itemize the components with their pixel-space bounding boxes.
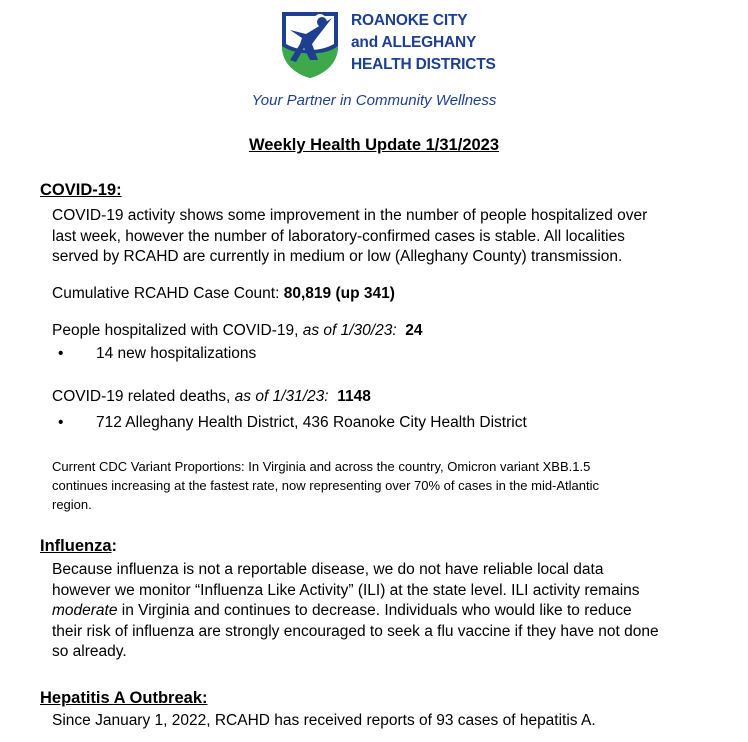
influenza-heading-colon: : xyxy=(111,537,118,555)
bullet-hosp: • xyxy=(58,345,64,362)
influenza-line-3-rest: in Virginia and continues to decrease. Individuals who would like to reduce xyxy=(117,602,632,619)
influenza-moderate: moderate xyxy=(52,602,118,619)
influenza-line-5: so already. xyxy=(52,643,127,660)
covid-intro xyxy=(52,206,724,268)
deaths xyxy=(52,387,724,408)
deaths-label: COVID-19 related deaths, xyxy=(52,388,235,405)
deaths-value: 1148 xyxy=(337,388,371,405)
influenza-line-2: however we monitor “Influenza Like Activity” (ILI) at the state level. ILI activity remains xyxy=(52,581,640,599)
deaths-bullet-text: 712 Alleghany Health District, 436 Roanoke City Health District xyxy=(96,414,527,431)
covid-intro-line-3: served by RCAHD are currently in medium or low (Alleghany County) transmission. xyxy=(52,248,623,265)
deaths-asof: as of 1/31/23: xyxy=(234,388,329,405)
tagline: Your Partner in Community Wellness xyxy=(251,92,497,109)
variant-line-2: continues increasing at the fastest rate, now representing over 70% of cases in the mid-Atlantic xyxy=(52,478,600,493)
org-name-line-3: HEALTH DISTRICTS xyxy=(351,56,496,73)
influenza-heading xyxy=(40,537,117,556)
hospitalized xyxy=(52,321,724,342)
org-name-line-1: ROANOKE CITY xyxy=(351,12,468,29)
hepatitis-heading-c: Outbreak: xyxy=(124,689,208,707)
org-name xyxy=(351,10,496,76)
influenza-line-1: Because influenza is not a reportable disease, we do not have reliable local data xyxy=(52,561,604,578)
covid-heading xyxy=(40,181,122,200)
influenza-line-4: their risk of influenza are strongly encouraged to seek a flu vaccine if they have not done xyxy=(52,622,659,640)
influenza-line-3 xyxy=(52,601,724,622)
covid-heading-text: COVID-19: xyxy=(40,181,122,199)
hosp-bullet-text: 14 new hospitalizations xyxy=(96,345,257,362)
hepatitis-heading-a: Hepatitis xyxy=(40,689,114,707)
person-shield-logo xyxy=(276,8,344,80)
influenza-heading-text: Influenza xyxy=(40,537,112,555)
covid-intro-line-1: COVID-19 activity shows some improvement in the number of people hospitalized over xyxy=(52,207,648,224)
hepatitis-heading-b: A xyxy=(113,689,125,707)
hepatitis-body: Since January 1, 2022, RCAHD has received reports of 93 cases of hepatitis A. xyxy=(52,712,596,729)
covid-intro-line-2: last week, however the number of laboratory-confirmed cases is stable. All localities xyxy=(52,227,625,245)
variant-line-1: Current CDC Variant Proportions: In Virginia and across the country, Omicron variant XBB.1.5 xyxy=(52,459,591,474)
document-title: Weekly Health Update 1/31/2023 xyxy=(248,136,500,154)
hospitalized-label: People hospitalized with COVID-19, xyxy=(52,322,303,339)
case-count-value: 80,819 (up 341) xyxy=(283,285,395,302)
case-count-label: Cumulative RCAHD Case Count: xyxy=(52,285,284,302)
influenza-body xyxy=(52,560,724,663)
hospitalized-value: 24 xyxy=(405,322,423,339)
variant-line-3: region. xyxy=(52,497,92,512)
org-name-line-2: and ALLEGHANY xyxy=(351,34,477,51)
bullet-deaths: • xyxy=(58,414,64,431)
case-count xyxy=(52,284,724,305)
hospitalized-asof: as of 1/30/23: xyxy=(302,322,397,339)
variant-note xyxy=(52,457,712,514)
hepatitis-heading xyxy=(40,689,208,708)
